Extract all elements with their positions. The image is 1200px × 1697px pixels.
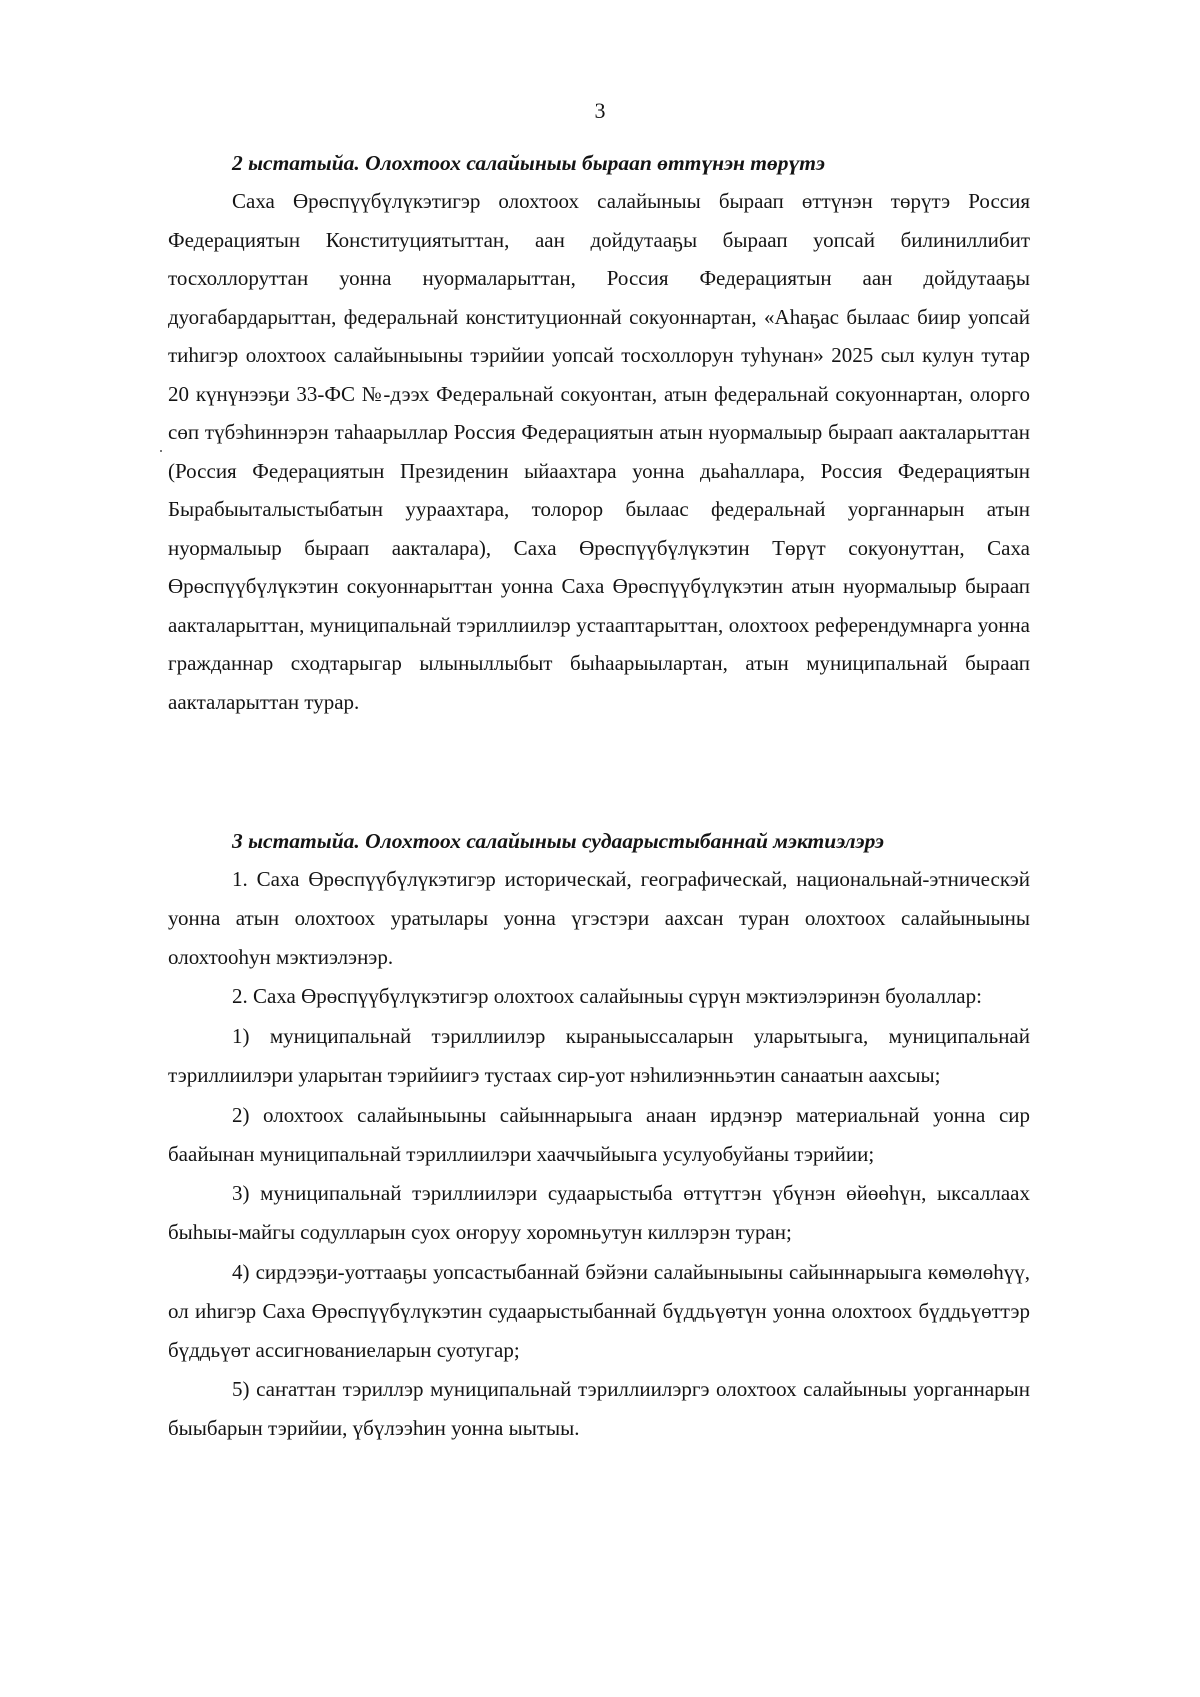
list-item: 1) муниципальнай тэриллиилэр кыраныыссаларын уларытыыга, муниципальнай тэриллиилэри уларытан тэрийиигэ тустаах сир-уот нэһилиэнньэтин санаатын аахсыы;: [168, 1024, 1030, 1087]
list-item: 5) саҥаттан тэриллэр муниципальнай тэриллиилэргэ олохтоох салайыныы уорганнарын быыбарын тэрийии, үбүлээһин уонна ыытыы.: [168, 1377, 1030, 1441]
scan-speck: [160, 450, 162, 452]
article-paragraph: 1. Саха Өрөспүүбүлүкэтигэр историческай, географическай, национальнай-этническэй уонна атын олохтоох уратылары уонна үгэстэри аахсан туран олохтоох салайыныыны олохтооһун мэктиэлэнэр.: [168, 867, 1030, 969]
list-item: 4) сирдээҕи-уоттааҕы уопсастыбаннай бэйэни салайыныыны сайыннарыыга көмөлөһүү, ол иһигэр Саха Өрөспүүбүлүкэтин судаарыстыбаннай бүддьүөтүн уонна олохтоох бүддьүөттэр бүддьүөт ассигнованиеларын суотугар;: [168, 1259, 1030, 1362]
article-3-section: [168, 828, 1030, 1449]
article-paragraph: 2. Саха Өрөспүүбүлүкэтигэр олохтоох салайыныы сүрүн мэктиэлэринэн буолаллар:: [232, 984, 982, 1009]
article-paragraph: Саха Өрөспүүбүлүкэтигэр олохтоох салайыныы быраап өттүнэн төрүтэ Россия Федерациятын Конституциятыттан, аан дойдутааҕы быраап уопсай билиниллибит тосхоллоруттан уонна нуормаларыттан, Россия Федерациятын аан дойдутааҕы дуогабардарыттан, федеральнай конституционнай сокуоннартан, «Аһаҕас былаас биир уопсай тиһигэр олохтоох салайыныыны тэрийии уопсай тосхоллорун туһунан» 2025 сыл кулун тутар 20 күнүнээҕи 33-ФС №-дээх Федеральнай сокуонтан, атын федеральнай сокуоннартан, олорго сөп түбэһиннэрэн таһаарыллар Россия Федерациятын атын нуормалыыр быраап аакталарыттан (Россия Федерациятын Президенин ыйаахтара уонна дьаһаллара, Россия Федерациятын Бырабыыталыстыбатын уураахтара, толорор былаас федеральнай уорганнарын атын нуормалыыр быраап аакталара), Саха Өрөспүүбүлүкэтин Төрүт сокуонуттан, Саха Өрөспүүбүлүкэтин сокуоннарыттан уонна Саха Өрөспүүбүлүкэтин атын нуормалыыр быраап аакталарыттан, муниципальнай тэриллиилэр устаaптарыттан, олохтоох референдумнарга уонна гражданнар сходтарыгар ылыныллыбыт быһаарыылартан, атын муниципальнай быраап аакталарыттан турар.: [168, 189, 1030, 714]
page-number: 3: [594, 98, 606, 123]
article-title: 3 ыстатыйа. Олохтоох салайыныы судаарыстыбаннай мэктиэлэрэ: [232, 829, 884, 853]
article-title: 2 ыстатыйа. Олохтоох салайыныы быраап өттүнэн төрүтэ: [232, 151, 825, 175]
article-2-section: [168, 150, 1030, 721]
list-item: 2) олохтоох салайыныыны сайыннарыыга анаан ирдэнэр материальнай уонна сир баайынан муниципальнай тэриллиилэри хааччыйыыга усулуобуйаны тэрийии;: [168, 1102, 1030, 1166]
list-item: 3) муниципальнай тэриллиилэри судаарыстыба өттүттэн үбүнэн өйөөһүн, ыксаллаах быһыы-майгы содулларын суох оҥоруу хоромньутун киллэрэн туран;: [168, 1181, 1030, 1245]
